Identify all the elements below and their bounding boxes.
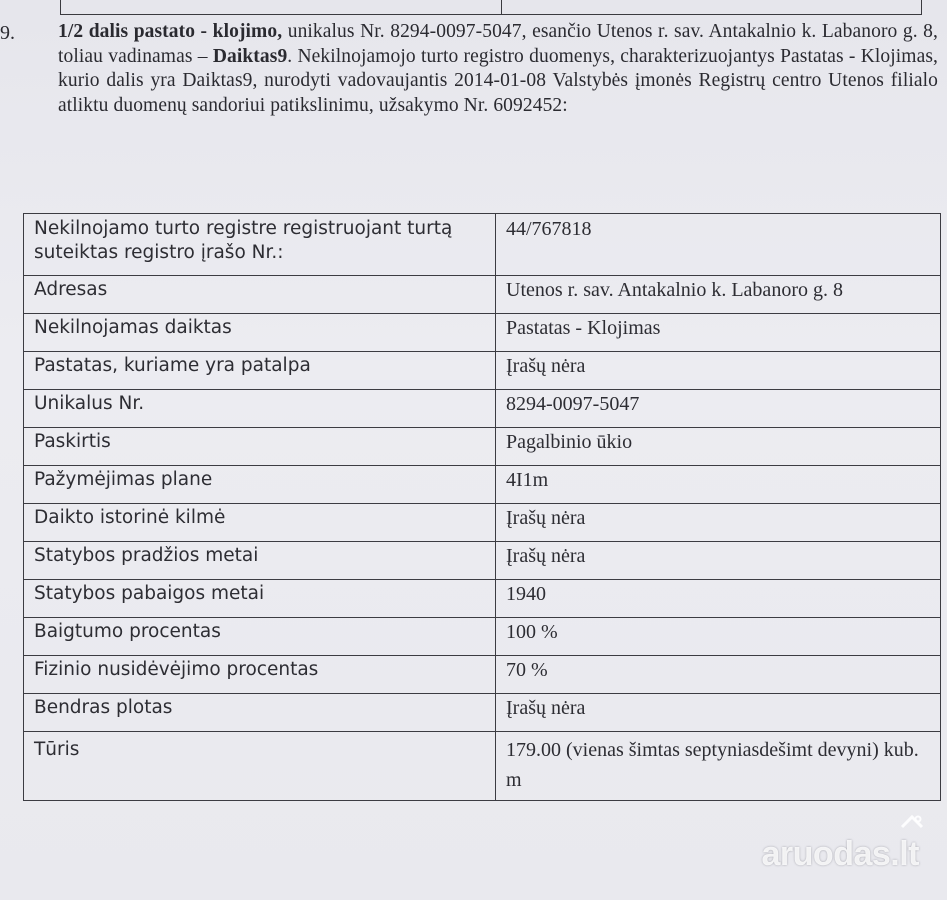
table-row	[24, 428, 941, 466]
table-row	[24, 618, 941, 656]
table-row	[24, 694, 941, 732]
row-label: Adresas	[24, 276, 496, 314]
item-text-1: unikalus Nr. 8294-0097-5047, esančio Utenos r. sav. Antakalnio k. Labanoro g. 8, toliau vadinamas –	[58, 21, 939, 67]
row-value: 8294-0097-5047	[496, 390, 941, 428]
row-label: Bendras plotas	[24, 694, 496, 732]
table-row	[24, 580, 941, 618]
row-value: Įrašų nėra	[496, 352, 941, 390]
row-value: 179.00 (vienas šimtas septyniasdešimt devyni) kub. m	[496, 732, 941, 801]
row-value: 44/767818	[496, 214, 941, 276]
row-value: Pastatas - Klojimas	[496, 314, 941, 352]
table-row	[24, 276, 941, 314]
row-label: Pastatas, kuriame yra patalpa	[24, 352, 496, 390]
table-row	[24, 732, 941, 801]
item-description	[58, 20, 938, 118]
item-object-name: Daiktas9	[212, 45, 288, 67]
previous-table-remnant	[60, 0, 922, 15]
row-label: Statybos pabaigos metai	[24, 580, 496, 618]
row-value: Utenos r. sav. Antakalnio k. Labanoro g. 8	[496, 276, 941, 314]
item-number: 9.	[0, 22, 15, 44]
row-label: Paskirtis	[24, 428, 496, 466]
row-label: Daikto istorinė kilmė	[24, 504, 496, 542]
table-row	[24, 314, 941, 352]
watermark-logo	[762, 835, 919, 874]
item-text-2: . Nekilnojamojo turto registro duomenys, charakterizuojantys Pastatas - Klojimas, kurio dalis yra Daiktas9, nurodyti vadovaujantis 2014-01-08 Valstybės įmonės Registrų centro Utenos filialo atliktu duomenų sandoriui patikslinimu, užsakymo Nr. 6092452:	[58, 45, 938, 116]
registry-table	[23, 213, 941, 801]
watermark-text: aruodas.lt	[761, 835, 919, 873]
row-label: Baigtumo procentas	[24, 618, 496, 656]
row-value: 4I1m	[496, 466, 941, 504]
table-row	[24, 214, 941, 276]
table-row	[24, 352, 941, 390]
table-row	[24, 542, 941, 580]
row-label: Nekilnojamo turto registre registruojant turtą suteiktas registro įrašo Nr.:	[24, 214, 496, 276]
item-title: 1/2 dalis pastato - klojimo,	[58, 21, 283, 42]
row-value: Įrašų nėra	[496, 504, 941, 542]
row-label: Unikalus Nr.	[24, 390, 496, 428]
row-label: Pažymėjimas plane	[24, 466, 496, 504]
table-divider	[501, 0, 502, 14]
row-value: Įrašų nėra	[496, 694, 941, 732]
table-row	[24, 390, 941, 428]
row-value: 100 %	[496, 618, 941, 656]
house-icon	[899, 813, 925, 839]
row-value: 70 %	[496, 656, 941, 694]
table-row	[24, 656, 941, 694]
row-value: Pagalbinio ūkio	[496, 428, 941, 466]
table-row	[24, 466, 941, 504]
row-label: Fizinio nusidėvėjimo procentas	[24, 656, 496, 694]
table-row	[24, 504, 941, 542]
row-label: Nekilnojamas daiktas	[24, 314, 496, 352]
row-label: Statybos pradžios metai	[24, 542, 496, 580]
row-value: 1940	[496, 580, 941, 618]
row-label: Tūris	[24, 732, 496, 801]
row-value: Įrašų nėra	[496, 542, 941, 580]
